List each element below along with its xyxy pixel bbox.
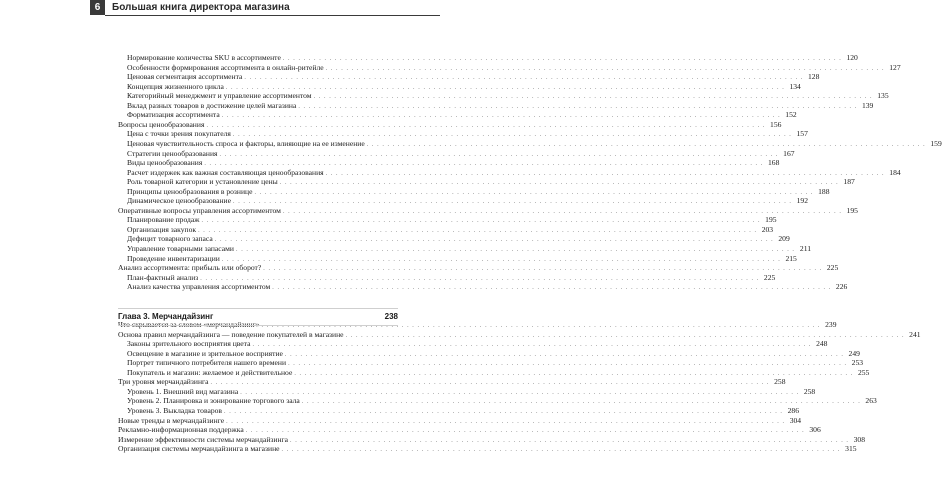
toc-entry-page: 255 bbox=[857, 367, 870, 377]
toc-entry-page: 187 bbox=[843, 177, 855, 187]
toc-entry bbox=[127, 282, 848, 292]
toc-entry-title: Планирование продаж bbox=[127, 215, 200, 225]
chapter-rule-top bbox=[118, 308, 398, 309]
toc-entry-page: 127 bbox=[889, 62, 901, 72]
toc-entry bbox=[118, 119, 782, 130]
toc-entry bbox=[127, 53, 858, 63]
toc-entry bbox=[118, 415, 802, 426]
toc-entry bbox=[118, 434, 866, 445]
toc-entry-title: Освещение в магазине и зрительное восприятие bbox=[127, 348, 283, 358]
toc-entry bbox=[127, 62, 901, 73]
toc-entry-title: Новые тренды в мерчандайзинге bbox=[118, 415, 225, 425]
toc-entry-title: Стратегии ценообразования bbox=[127, 148, 218, 158]
toc-entry-page: 167 bbox=[783, 148, 795, 158]
toc-entry bbox=[118, 205, 858, 216]
toc-entry bbox=[127, 339, 828, 349]
toc-entry-title: Особенности формирования ассортимента в онлайн-ритейле bbox=[127, 62, 324, 72]
toc-entry bbox=[127, 110, 797, 120]
toc-entry-page: 225 bbox=[763, 272, 776, 282]
toc-entry-title: Покупатель и магазин: желаемое и действительное bbox=[127, 367, 293, 377]
toc-entry-page: 195 bbox=[765, 215, 777, 225]
toc-entry-page: 263 bbox=[865, 396, 877, 406]
toc-entry bbox=[127, 348, 860, 359]
toc-entry-page: 157 bbox=[796, 129, 808, 139]
toc-entry bbox=[127, 167, 901, 178]
toc-dot-leader bbox=[326, 64, 885, 74]
toc-entry-title: Ценовая чувствительность спроса и факторы, влияющие на ее изменение bbox=[127, 138, 365, 148]
toc-entry bbox=[127, 91, 889, 101]
toc-entry-title: Основа правил мерчандайзинга — поведение покупателей в магазине bbox=[118, 329, 344, 339]
toc-entry-title: Организация закупок bbox=[127, 224, 197, 234]
toc-entry bbox=[127, 272, 776, 283]
toc-entry-title: Оперативные вопросы управления ассортиментом bbox=[118, 205, 281, 215]
toc-entry-title: Динамическое ценообразование bbox=[127, 196, 231, 206]
toc-entry-page: 304 bbox=[789, 415, 802, 425]
chapter-heading bbox=[118, 312, 398, 324]
toc-entry-page: 241 bbox=[909, 329, 921, 339]
toc-entry bbox=[127, 100, 874, 111]
toc-entry bbox=[127, 253, 797, 264]
toc-entry-page: 226 bbox=[835, 282, 848, 292]
toc-entry-title: Виды ценообразования bbox=[127, 158, 203, 168]
toc-entry-title: Измерение эффективности системы мерчандайзинга bbox=[118, 434, 289, 444]
toc-entry bbox=[127, 148, 795, 159]
toc-entry-page: 308 bbox=[853, 434, 866, 444]
toc-entry-title: План-фактный анализ bbox=[127, 272, 199, 282]
toc-entry bbox=[127, 224, 774, 235]
toc-entry-page: 139 bbox=[861, 100, 874, 110]
toc-entry-title: Уровень 2. Планировка и зонирование торгового зала bbox=[127, 396, 300, 406]
toc-entry-title: Цена с точки зрения покупателя bbox=[127, 129, 231, 139]
toc-entry-title: Уровень 1. Внешний вид магазина bbox=[127, 386, 239, 396]
toc-entry bbox=[127, 367, 870, 378]
toc-entry-title: Нормирование количества SKU в ассортименте bbox=[127, 53, 281, 62]
toc-entry bbox=[127, 129, 808, 139]
toc-entry bbox=[118, 263, 839, 273]
toc-entry-page: 152 bbox=[785, 110, 797, 120]
toc-entry-page: 286 bbox=[787, 405, 800, 415]
toc-entry-page: 306 bbox=[809, 425, 821, 435]
toc-entry-page: 188 bbox=[818, 186, 830, 196]
toc-entry bbox=[127, 186, 830, 197]
toc-entry-page: 209 bbox=[778, 234, 790, 244]
toc-entry-page: 258 bbox=[803, 386, 816, 396]
chapter-title: Глава 3. Мерчандайзинг bbox=[118, 312, 214, 321]
toc-entry bbox=[127, 72, 820, 82]
page-header bbox=[90, 0, 440, 18]
toc-entry bbox=[118, 425, 821, 435]
toc-entry-page: 248 bbox=[816, 339, 828, 349]
toc-entry-title: Форматизация ассортимента bbox=[127, 110, 220, 120]
toc-dot-leader bbox=[282, 445, 841, 455]
toc-entry-title: Уровень 3. Выкладка товаров bbox=[127, 405, 223, 415]
toc-entry-page: 253 bbox=[851, 358, 864, 368]
toc-entry-title: Управление товарными запасами bbox=[127, 244, 234, 253]
toc-entry-title: Три уровня мерчандайзинга bbox=[118, 377, 209, 387]
toc-entry-page: 134 bbox=[789, 81, 801, 91]
toc-entry bbox=[127, 386, 816, 397]
toc-entry-page: 156 bbox=[770, 119, 782, 129]
toc-entry bbox=[127, 396, 877, 406]
toc-entry bbox=[127, 244, 811, 254]
toc-entry-title: Концепция жизненного цикла bbox=[127, 81, 224, 91]
toc-entry-page: 249 bbox=[848, 348, 860, 358]
toc-entry-page: 258 bbox=[774, 377, 786, 387]
toc-entry bbox=[118, 329, 921, 340]
toc-entry-page: 120 bbox=[846, 53, 858, 62]
toc-entry-title: Принципы ценообразования в рознице bbox=[127, 186, 253, 196]
toc-dot-leader bbox=[367, 140, 926, 150]
toc-entry bbox=[127, 81, 801, 92]
toc-entry bbox=[127, 215, 777, 225]
toc-entry-title: Рекламно-информационная поддержка bbox=[118, 425, 244, 435]
toc-entry-page: 192 bbox=[796, 196, 808, 206]
toc-entry-title: Дефицит товарного запаса bbox=[127, 234, 213, 244]
toc-entry-title: Ценовая сегментация ассортимента bbox=[127, 72, 243, 82]
toc-entry bbox=[118, 444, 857, 454]
toc-entry bbox=[127, 177, 855, 187]
chapter-rule-bottom bbox=[118, 325, 398, 326]
toc-entry-page: 135 bbox=[877, 91, 889, 101]
toc-entry-page: 159 bbox=[930, 138, 942, 148]
toc-dot-leader bbox=[326, 169, 885, 179]
toc-entry-page: 168 bbox=[767, 158, 780, 168]
toc-entry-title: Анализ ассортимента: прибыль или оборот? bbox=[118, 263, 262, 273]
toc-entry-title: Расчет издержек как важная составляющая ценообразования bbox=[127, 167, 324, 177]
toc-dot-leader bbox=[272, 283, 831, 293]
page-number: 6 bbox=[90, 0, 105, 15]
running-title: Большая книга директора магазина bbox=[112, 2, 290, 13]
toc-entry bbox=[118, 377, 786, 387]
toc-entry-page: 315 bbox=[845, 444, 857, 454]
toc-entry-page: 211 bbox=[799, 244, 811, 253]
toc-entry-title: Законы зрительного восприятия цвета bbox=[127, 339, 251, 349]
toc-entry-page: 225 bbox=[826, 263, 839, 273]
chapter-page: 238 bbox=[384, 312, 398, 321]
toc-entry bbox=[127, 405, 800, 416]
toc-entry-page: 128 bbox=[807, 72, 820, 82]
toc-entry-title: Категорийный менеджмент и управление ассортиментом bbox=[127, 91, 312, 101]
header-rule bbox=[105, 15, 440, 16]
toc-entry bbox=[127, 358, 864, 368]
toc-entry-page: 203 bbox=[761, 224, 774, 234]
toc-entry-title: Вопросы ценообразования bbox=[118, 119, 205, 129]
toc-entry-page: 215 bbox=[785, 253, 797, 263]
toc-entry-title: Организация системы мерчандайзинга в магазине bbox=[118, 444, 280, 454]
toc-entry-title: Вклад разных товаров в достижение целей магазина bbox=[127, 100, 297, 110]
toc-entry-title: Портрет типичного потребителя нашего времени bbox=[127, 358, 287, 368]
toc-entry-page: 184 bbox=[889, 167, 901, 177]
toc-entry-title: Проведение инвентаризации bbox=[127, 253, 220, 263]
toc-entry-page: 195 bbox=[846, 205, 858, 215]
toc-entry bbox=[127, 196, 808, 206]
toc-entry-title: Роль товарной категории и установление цены bbox=[127, 177, 278, 187]
toc-entry-title: Анализ качества управления ассортиментом bbox=[127, 282, 271, 292]
toc-entry bbox=[127, 234, 790, 244]
toc-entry-page: 239 bbox=[825, 320, 837, 329]
toc-entry bbox=[127, 158, 780, 168]
toc-entry bbox=[127, 138, 942, 149]
